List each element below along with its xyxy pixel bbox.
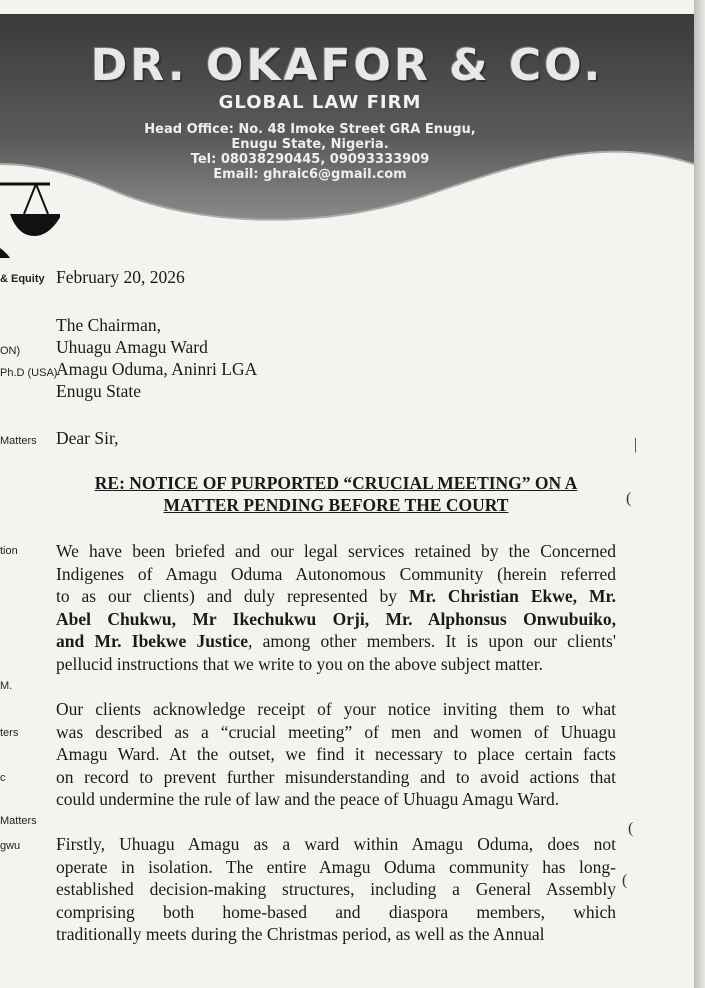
sidebar-label: gwu	[0, 840, 21, 852]
paragraph-line: comprising both home-based and diaspora members, which	[56, 901, 616, 922]
sidebar-label: ON)	[0, 345, 21, 357]
sidebar-label: & Equity	[0, 273, 45, 285]
paragraph-line: Our clients acknowledge receipt of your notice inviting them to what	[56, 699, 616, 719]
paragraph-text: to as our clients) and duly represented by	[56, 586, 409, 606]
sidebar-label: M.	[0, 680, 13, 692]
paragraph-text: , among other members. It is upon our clients'	[247, 631, 616, 651]
paragraph-line: operate in isolation. The entire Amagu Oduma community has long-	[56, 856, 616, 877]
firm-subtitle: GLOBAL LAW FIRM	[218, 92, 422, 113]
paragraph-line: We have been briefed and our legal services retained by the Concerned	[56, 541, 616, 561]
scan-mark: |	[634, 436, 638, 453]
paragraph-1	[56, 540, 616, 675]
sidebar-label: Ph.D (USA)	[0, 367, 58, 379]
paragraph-line: established decision-making structures, including a General Assembly	[56, 879, 616, 899]
paragraph-line: Indigenes of Amagu Oduma Autonomous Community (herein referred	[56, 563, 616, 584]
scan-mark: (	[626, 490, 632, 507]
subject-line: MATTER PENDING BEFORE THE COURT	[163, 495, 509, 515]
firm-name: DR. OKAFOR & CO.	[90, 40, 604, 91]
sidebar-label: c	[0, 772, 6, 784]
recipient-line: The Chairman,	[56, 315, 161, 335]
scales-of-justice-icon	[0, 178, 60, 258]
paragraph-line	[56, 585, 616, 608]
client-names: Abel Chukwu, Mr Ikechukwu Orji, Mr. Alphonsus Onwubuiko,	[56, 608, 616, 629]
subject-line: RE: NOTICE OF PURPORTED “CRUCIAL MEETING” ON A	[94, 473, 578, 493]
email-line: Email: ghraic6@gmail.com	[213, 167, 407, 182]
phone-line: Tel: 08038290445, 09093333909	[190, 152, 430, 167]
scan-mark: (	[622, 872, 628, 889]
salutation: Dear Sir,	[56, 428, 119, 448]
paragraph-line: traditionally meets during the Christmas period, as well as the Annual	[56, 924, 545, 944]
paragraph-3	[56, 833, 616, 946]
paragraph-line: Firstly, Uhuagu Amagu as a ward within Amagu Oduma, does not	[56, 834, 616, 854]
sidebar-label: Matters	[0, 435, 37, 447]
recipient-line: Enugu State	[56, 381, 142, 401]
recipient-line: Amagu Oduma, Aninri LGA	[56, 359, 258, 379]
letter-date: February 20, 2026	[56, 267, 185, 287]
paragraph-line: pellucid instructions that we write to you on the above subject matter.	[56, 653, 543, 674]
address-line-2: Enugu State, Nigeria.	[231, 137, 389, 152]
sidebar-label: tion	[0, 545, 18, 557]
paragraph-line: was described as a “crucial meeting” of men and women of Uhuagu	[56, 721, 616, 742]
paragraph-line: on record to prevent further misunderstanding and to avoid actions that	[56, 766, 616, 787]
sidebar-label: Matters	[0, 815, 37, 827]
paragraph-line: could undermine the rule of law and the peace of Uhuagu Amagu Ward.	[56, 789, 560, 809]
client-names: and Mr. Ibekwe Justice	[56, 631, 248, 651]
page-edge	[694, 0, 705, 988]
address-line-1: Head Office: No. 48 Imoke Street GRA Enugu,	[144, 122, 476, 137]
client-names: Mr. Christian Ekwe, Mr.	[408, 586, 616, 606]
paragraph-2	[56, 698, 616, 811]
paragraph-line	[56, 630, 616, 653]
paragraph-line: Amagu Ward. At the outset, we find it necessary to place certain facts	[56, 744, 616, 764]
recipient-line: Uhuagu Amagu Ward	[56, 337, 208, 357]
scan-mark: (	[628, 820, 634, 837]
sidebar-label: ters	[0, 727, 19, 739]
